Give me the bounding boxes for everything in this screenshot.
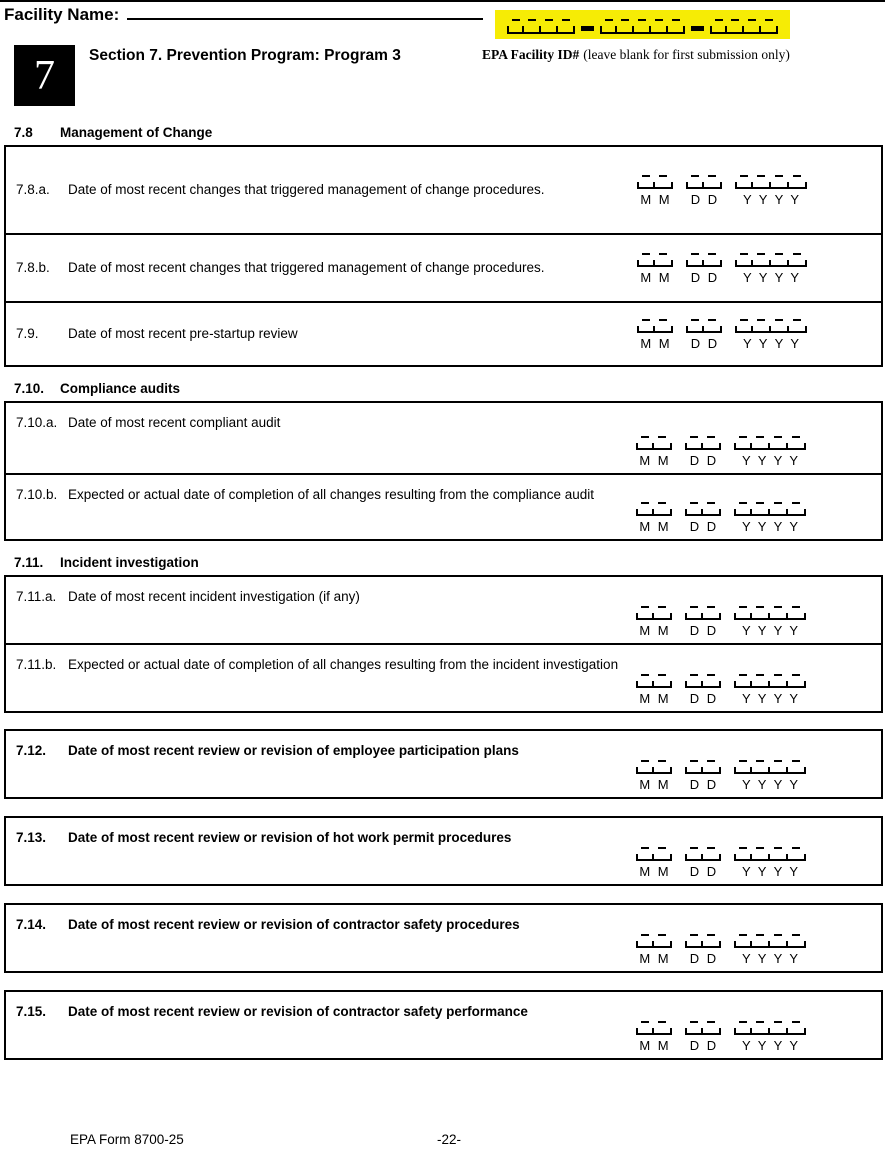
month-cell[interactable]: [654, 509, 672, 516]
day-cell[interactable]: [703, 681, 721, 688]
day-group: [685, 932, 721, 966]
month-cell[interactable]: [636, 767, 654, 774]
year-cell[interactable]: [753, 326, 771, 333]
year-cell[interactable]: [752, 613, 770, 620]
day-letters-label: D D: [689, 691, 717, 706]
month-letters-label: M M: [639, 691, 669, 706]
row-7-10-b: [6, 473, 881, 539]
day-cells: [686, 317, 722, 333]
month-letters-label: M M: [639, 777, 669, 792]
year-cell[interactable]: [770, 854, 788, 861]
year-cells: [734, 932, 806, 948]
year-cell[interactable]: [770, 767, 788, 774]
year-cell[interactable]: [735, 326, 753, 333]
day-group: [685, 758, 721, 792]
row-7-10-a: [6, 403, 881, 473]
day-group: [685, 845, 721, 879]
year-cells: [734, 500, 806, 516]
epa-id-separator-dash: [581, 26, 594, 31]
month-cell[interactable]: [655, 260, 673, 267]
box-7-15: [4, 990, 883, 1060]
month-cell[interactable]: [636, 443, 654, 450]
section-number-badge: 7: [14, 45, 75, 106]
epa-id-cell[interactable]: [524, 26, 541, 34]
month-group: [636, 604, 672, 638]
epa-id-cell[interactable]: [634, 26, 651, 34]
year-cell[interactable]: [734, 681, 752, 688]
month-cells: [636, 758, 672, 774]
day-cell[interactable]: [704, 260, 722, 267]
epa-id-cell[interactable]: [727, 26, 744, 34]
question-number: 7.8.a.: [16, 181, 50, 197]
month-group: [637, 251, 673, 285]
year-cell[interactable]: [771, 260, 789, 267]
month-group: [636, 1019, 672, 1053]
month-cell[interactable]: [654, 854, 672, 861]
epa-id-cell[interactable]: [744, 26, 761, 34]
box-7-11: [4, 575, 883, 713]
day-group: [686, 317, 722, 351]
year-cell[interactable]: [734, 941, 752, 948]
year-cell[interactable]: [753, 260, 771, 267]
question-label: Date of most recent compliant audit: [68, 415, 281, 430]
epa-id-cell[interactable]: [710, 26, 727, 34]
month-cells: [637, 251, 673, 267]
month-cells: [636, 932, 672, 948]
facility-name-field[interactable]: [127, 4, 483, 20]
day-group: [685, 500, 721, 534]
year-letters-label: Y Y Y Y: [741, 623, 799, 638]
day-cell[interactable]: [686, 326, 704, 333]
year-letters-label: Y Y Y Y: [742, 270, 800, 285]
day-letters-label: D D: [690, 270, 718, 285]
month-cell[interactable]: [637, 182, 655, 189]
day-cell[interactable]: [685, 509, 703, 516]
day-cells: [685, 1019, 721, 1035]
month-cells: [637, 173, 673, 189]
epa-id-cell[interactable]: [600, 26, 617, 34]
day-letters-label: D D: [690, 336, 718, 351]
question-text: [16, 645, 636, 711]
year-cell[interactable]: [770, 941, 788, 948]
day-cell[interactable]: [686, 182, 704, 189]
question-label: Date of most recent changes that triggered management of change procedures.: [68, 181, 545, 197]
year-group: [734, 434, 806, 468]
year-group: [735, 173, 807, 207]
day-letters-label: D D: [690, 192, 718, 207]
day-cells: [685, 932, 721, 948]
month-cell[interactable]: [637, 326, 655, 333]
day-cell[interactable]: [703, 854, 721, 861]
month-cell[interactable]: [655, 182, 673, 189]
day-letters-label: D D: [689, 453, 717, 468]
year-cell[interactable]: [770, 1028, 788, 1035]
day-cell[interactable]: [685, 854, 703, 861]
row-7-14: [6, 905, 881, 971]
month-cell[interactable]: [636, 509, 654, 516]
day-group: [686, 173, 722, 207]
year-cell[interactable]: [788, 681, 806, 688]
day-cell[interactable]: [703, 509, 721, 516]
year-cell[interactable]: [771, 326, 789, 333]
year-letters-label: Y Y Y Y: [741, 691, 799, 706]
day-letters-label: D D: [689, 1038, 717, 1053]
section-title: Section 7. Prevention Program: Program 3: [89, 47, 401, 64]
year-cells: [735, 173, 807, 189]
question-number: 7.10.a.: [16, 415, 58, 430]
footer-page-number: -22-: [437, 1132, 462, 1147]
question-number: 7.14.: [16, 917, 47, 932]
epa-id-cell[interactable]: [651, 26, 668, 34]
year-letters-label: Y Y Y Y: [741, 519, 799, 534]
heading-7-11: [14, 555, 885, 570]
question-text: [16, 259, 637, 277]
day-group: [685, 1019, 721, 1053]
epa-facility-id-field: [507, 17, 778, 34]
question-number: 7.11.b.: [16, 657, 57, 672]
day-cell[interactable]: [703, 443, 721, 450]
month-cell[interactable]: [636, 854, 654, 861]
month-cells: [636, 672, 672, 688]
day-cell[interactable]: [685, 681, 703, 688]
question-text: [16, 577, 636, 643]
heading-number: 7.10.: [14, 381, 45, 396]
year-cell[interactable]: [752, 941, 770, 948]
question-text: [16, 818, 636, 884]
month-group: [637, 173, 673, 207]
year-cell[interactable]: [752, 854, 770, 861]
row-7-15: [6, 992, 881, 1058]
month-cell[interactable]: [654, 941, 672, 948]
epa-id-cell[interactable]: [541, 26, 558, 34]
question-label: Date of most recent review or revision of contractor safety performance: [68, 1004, 528, 1019]
day-letters-label: D D: [689, 864, 717, 879]
year-group: [734, 604, 806, 638]
month-cell[interactable]: [636, 1028, 654, 1035]
month-letters-label: M M: [639, 864, 669, 879]
year-cell[interactable]: [734, 767, 752, 774]
footer-form-number: EPA Form 8700-25: [70, 1132, 184, 1147]
month-cell[interactable]: [654, 443, 672, 450]
question-label: Date of most recent incident investigation (if any): [68, 589, 360, 604]
month-group: [636, 932, 672, 966]
year-cell[interactable]: [734, 509, 752, 516]
year-cell[interactable]: [789, 326, 807, 333]
year-cell[interactable]: [789, 260, 807, 267]
month-cell[interactable]: [637, 260, 655, 267]
day-cell[interactable]: [685, 941, 703, 948]
day-cell[interactable]: [704, 182, 722, 189]
month-cells: [636, 845, 672, 861]
year-cell[interactable]: [752, 1028, 770, 1035]
date-entry-mmddyyyy: [636, 604, 806, 638]
question-number: 7.8.b.: [16, 259, 50, 275]
year-cell[interactable]: [770, 681, 788, 688]
day-cell[interactable]: [703, 941, 721, 948]
year-letters-label: Y Y Y Y: [741, 951, 799, 966]
day-cells: [685, 500, 721, 516]
month-group: [636, 758, 672, 792]
year-cell[interactable]: [734, 854, 752, 861]
year-cell[interactable]: [788, 443, 806, 450]
day-cell[interactable]: [686, 260, 704, 267]
heading-title: Incident investigation: [60, 555, 199, 570]
question-number: 7.15.: [16, 1004, 47, 1019]
day-cells: [685, 758, 721, 774]
year-letters-label: Y Y Y Y: [741, 864, 799, 879]
month-letters-label: M M: [640, 336, 670, 351]
year-cell[interactable]: [735, 182, 753, 189]
day-cells: [685, 672, 721, 688]
date-entry-mmddyyyy: [637, 251, 807, 285]
date-entry-mmddyyyy: [636, 672, 806, 706]
row-7-11-b: [6, 643, 881, 711]
question-text: [16, 403, 636, 473]
question-label: Date of most recent review or revision of contractor safety procedures: [68, 917, 520, 932]
year-cell[interactable]: [734, 443, 752, 450]
heading-7-10: [14, 381, 885, 396]
year-cell[interactable]: [788, 941, 806, 948]
date-entry-mmddyyyy: [636, 434, 806, 468]
month-letters-label: M M: [639, 453, 669, 468]
box-7-10: [4, 401, 883, 541]
day-group: [685, 672, 721, 706]
day-cell[interactable]: [685, 613, 703, 620]
date-entry-mmddyyyy: [637, 317, 807, 351]
year-cells: [735, 251, 807, 267]
year-cell[interactable]: [753, 182, 771, 189]
year-cell[interactable]: [788, 767, 806, 774]
year-cell[interactable]: [734, 1028, 752, 1035]
day-group: [685, 434, 721, 468]
month-cells: [637, 317, 673, 333]
year-cell[interactable]: [788, 854, 806, 861]
year-cells: [734, 672, 806, 688]
question-number: 7.12.: [16, 743, 47, 758]
question-text: [16, 731, 636, 797]
month-cells: [636, 1019, 672, 1035]
year-cell[interactable]: [788, 1028, 806, 1035]
month-group: [636, 434, 672, 468]
year-cell[interactable]: [735, 260, 753, 267]
month-cell[interactable]: [654, 681, 672, 688]
month-group: [636, 845, 672, 879]
year-cells: [734, 1019, 806, 1035]
question-text: [16, 905, 636, 971]
question-label: Date of most recent pre-startup review: [68, 325, 298, 341]
month-letters-label: M M: [639, 623, 669, 638]
date-entry-mmddyyyy: [637, 173, 807, 207]
year-group: [734, 500, 806, 534]
year-cell[interactable]: [752, 509, 770, 516]
question-label: Expected or actual date of completion of all changes resulting from the compliance audit: [68, 487, 595, 502]
day-cell[interactable]: [685, 1028, 703, 1035]
year-cells: [734, 758, 806, 774]
section-header: [0, 45, 885, 111]
day-letters-label: D D: [689, 519, 717, 534]
question-label: Date of most recent review or revision of employee participation plans: [68, 743, 519, 758]
year-cell[interactable]: [789, 182, 807, 189]
box-7-12: [4, 729, 883, 799]
year-letters-label: Y Y Y Y: [741, 777, 799, 792]
day-group: [686, 251, 722, 285]
heading-7-8: [14, 125, 885, 140]
epa-id-caption: [482, 47, 878, 63]
day-letters-label: D D: [689, 623, 717, 638]
year-letters-label: Y Y Y Y: [742, 336, 800, 351]
question-text: [16, 325, 637, 343]
year-group: [734, 1019, 806, 1053]
month-letters-label: M M: [639, 1038, 669, 1053]
year-cell[interactable]: [752, 443, 770, 450]
year-cell[interactable]: [770, 509, 788, 516]
row-7-9: [6, 301, 881, 365]
epa-id-group: [710, 17, 778, 34]
year-cell[interactable]: [770, 443, 788, 450]
facility-name-label: Facility Name:: [4, 5, 120, 24]
epa-id-caption-note: (leave blank for first submission only): [583, 47, 790, 62]
year-cell[interactable]: [752, 681, 770, 688]
row-7-13: [6, 818, 881, 884]
epa-id-separator-dash: [691, 26, 704, 31]
year-cells: [735, 317, 807, 333]
date-entry-mmddyyyy: [636, 758, 806, 792]
month-cell[interactable]: [654, 767, 672, 774]
month-cells: [636, 434, 672, 450]
box-7-13: [4, 816, 883, 886]
month-cell[interactable]: [636, 613, 654, 620]
question-text: [16, 181, 637, 199]
day-cell[interactable]: [703, 767, 721, 774]
year-group: [734, 672, 806, 706]
date-entry-mmddyyyy: [636, 1019, 806, 1053]
heading-title: Compliance audits: [60, 381, 181, 396]
heading-number: 7.11.: [14, 555, 44, 570]
epa-id-cell[interactable]: [507, 26, 524, 34]
heading-title: Management of Change: [60, 125, 213, 140]
month-cells: [636, 500, 672, 516]
question-number: 7.10.b.: [16, 487, 58, 502]
question-number: 7.13.: [16, 830, 47, 845]
year-group: [734, 845, 806, 879]
day-cells: [685, 845, 721, 861]
question-text: [16, 992, 636, 1058]
year-letters-label: Y Y Y Y: [741, 1038, 799, 1053]
day-cells: [685, 604, 721, 620]
month-cell[interactable]: [654, 1028, 672, 1035]
epa-id-caption-bold: EPA Facility ID#: [482, 47, 580, 62]
row-7-12: [6, 731, 881, 797]
day-group: [685, 604, 721, 638]
year-cells: [734, 604, 806, 620]
month-cells: [636, 604, 672, 620]
month-group: [636, 672, 672, 706]
month-cell[interactable]: [654, 613, 672, 620]
question-number: 7.11.a.: [16, 589, 57, 604]
year-group: [735, 251, 807, 285]
day-cell[interactable]: [685, 767, 703, 774]
epa-id-cell[interactable]: [617, 26, 634, 34]
year-cell[interactable]: [734, 613, 752, 620]
day-cell[interactable]: [703, 1028, 721, 1035]
day-cell[interactable]: [703, 613, 721, 620]
row-7-8-b: [6, 233, 881, 301]
year-cell[interactable]: [752, 767, 770, 774]
year-letters-label: Y Y Y Y: [741, 453, 799, 468]
row-7-11-a: [6, 577, 881, 643]
month-cell[interactable]: [636, 681, 654, 688]
day-cells: [686, 173, 722, 189]
month-group: [636, 500, 672, 534]
day-letters-label: D D: [689, 951, 717, 966]
box-7-14: [4, 903, 883, 973]
day-cell[interactable]: [704, 326, 722, 333]
year-letters-label: Y Y Y Y: [742, 192, 800, 207]
day-cell[interactable]: [685, 443, 703, 450]
year-cell[interactable]: [788, 613, 806, 620]
year-cells: [734, 845, 806, 861]
month-letters-label: M M: [640, 192, 670, 207]
question-label: Date of most recent changes that triggered management of change procedures.: [68, 259, 545, 275]
date-entry-mmddyyyy: [636, 845, 806, 879]
box-7-8: [4, 145, 883, 367]
month-letters-label: M M: [640, 270, 670, 285]
month-letters-label: M M: [639, 519, 669, 534]
day-cells: [686, 251, 722, 267]
day-letters-label: D D: [689, 777, 717, 792]
date-entry-mmddyyyy: [636, 932, 806, 966]
question-number: 7.9.: [16, 325, 39, 341]
epa-id-group: [507, 17, 575, 34]
epa-facility-id-highlight: [495, 10, 790, 39]
epa-id-group: [600, 17, 685, 34]
month-cell[interactable]: [636, 941, 654, 948]
epa-id-cell[interactable]: [558, 26, 575, 34]
month-group: [637, 317, 673, 351]
year-cells: [734, 434, 806, 450]
year-cell[interactable]: [771, 182, 789, 189]
question-label: Date of most recent review or revision of hot work permit procedures: [68, 830, 512, 845]
day-cells: [685, 434, 721, 450]
heading-number: 7.8: [14, 125, 33, 140]
question-text: [16, 475, 636, 539]
row-7-8-a: [6, 147, 881, 233]
year-group: [735, 317, 807, 351]
top-row: [0, 2, 885, 39]
year-cell[interactable]: [788, 509, 806, 516]
year-group: [734, 932, 806, 966]
epa-id-cell[interactable]: [761, 26, 778, 34]
date-entry-mmddyyyy: [636, 500, 806, 534]
year-cell[interactable]: [770, 613, 788, 620]
epa-id-cell[interactable]: [668, 26, 685, 34]
year-group: [734, 758, 806, 792]
month-cell[interactable]: [655, 326, 673, 333]
month-letters-label: M M: [639, 951, 669, 966]
question-label: Expected or actual date of completion of all changes resulting from the incident investigation: [68, 657, 619, 672]
